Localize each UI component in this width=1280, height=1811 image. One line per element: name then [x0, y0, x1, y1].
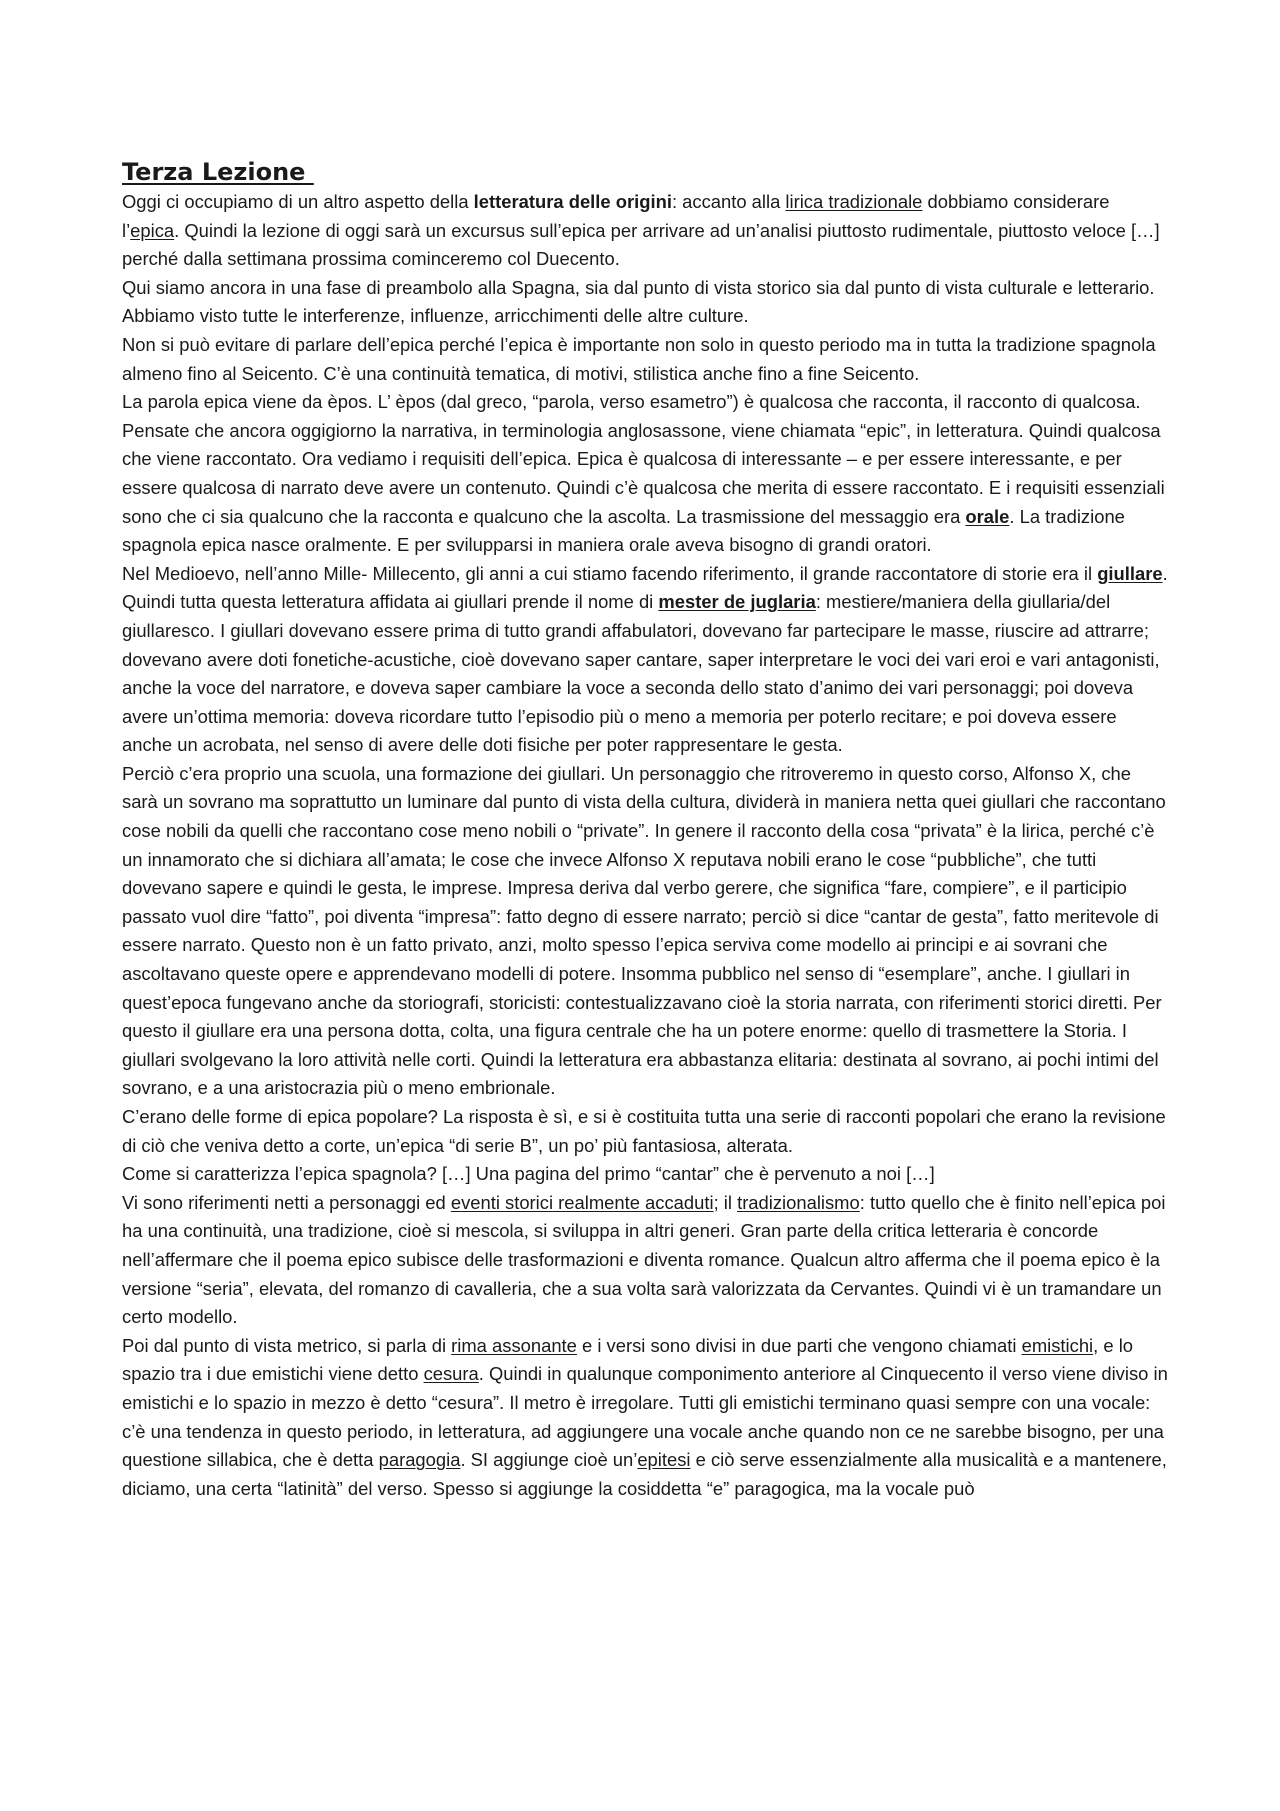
text-run: C’erano delle forme di epica popolare? La risposta è sì, e si è costituita tutta una serie di racconti popolari che erano la revisione di ciò che veniva detto a corte, un’epica “di serie B”, un po’ più fantasiosa, alterata.	[122, 1106, 1166, 1156]
paragraph	[122, 1332, 1170, 1504]
text-run: Perciò c’era proprio una scuola, una formazione dei giullari. Un personaggio che ritroveremo in questo corso, Alfonso X, che sarà un sovrano ma soprattutto un luminare dal punto di vista della cultura, dividerà in maniera netta quei giullari che raccontano cose nobili da quelli che raccontano cose meno nobili o “private”. In genere il racconto della cosa “privata” è la lirica, perché c’è un innamorato che si dichiara all’amata; le cose che invece Alfonso X reputava nobili erano le cose “pubbliche”, che tutti dovevano sapere e quindi le gesta, le imprese. Impresa deriva dal verbo gerere, che significa “fare, compiere”, e il participio passato vuol dire “fatto”, poi diventa “impresa”: fatto degno di essere narrato; perciò si dice “cantar de gesta”, fatto meritevole di essere narrato. Questo non è un fatto privato, anzi, molto spesso l’epica serviva come modello ai principi e ai sovrani che ascoltavano queste opere e apprendevano modelli di potere. Insomma pubblico nel senso di “esemplare”, anche. I giullari in quest’epoca fungevano anche da storiografi, storicisti: contestualizzavano cioè la storia narrata, con riferimenti storici diretti. Per questo il giullare era una persona dotta, colta, una figura centrale che ha un potere enorme: quello di trasmettere la Storia. I giullari svolgevano la loro attività nelle corti. Quindi la letteratura era abbastanza elitaria: destinata al sovrano, ai pochi intimi del sovrano, e a una aristocrazia più o meno embrionale.	[122, 762, 1166, 1099]
emphasized-text: eventi storici realmente accaduti	[450, 1191, 714, 1213]
text-run: . La tradizione spagnola epica nasce oralmente. E per svilupparsi in maniera orale aveva bisogno di grandi oratori.	[122, 505, 1125, 556]
text-run: Oggi ci occupiamo di un altro aspetto della	[122, 191, 474, 212]
emphasized-text: cesura	[423, 1363, 479, 1385]
emphasized-text: orale	[965, 505, 1010, 527]
text-run: e i versi sono divisi in due parti che vengono chiamati	[576, 1334, 1022, 1356]
paragraph	[122, 274, 1170, 331]
paragraph	[122, 388, 1170, 560]
text-run: Come si caratterizza l’epica spagnola? […] Una pagina del primo “cantar” che è pervenuto a noi […]	[122, 1163, 935, 1185]
text-run: : tutto quello che è finito nell’epica poi ha una continuità, una tradizione, cioè si mescola, si sviluppa in altri generi. Gran parte della critica letteraria è concorde nell’affermare che il poema epico subisce delle trasformazioni e diventa romance. Qualcun altro afferma che il poema epico è la versione “seria”, elevata, del romanzo di cavalleria, che a sua volta sarà valorizzata da Cervantes. Quindi vi è un tramandare un certo modello.	[122, 1191, 1166, 1328]
emphasized-text: giullare	[1097, 562, 1163, 584]
emphasized-text: tradizionalismo	[737, 1191, 860, 1213]
text-run: . Quindi tutta questa letteratura affidata ai giullari prende il nome di	[122, 562, 1168, 613]
text-run: Poi dal punto di vista metrico, si parla di	[122, 1334, 452, 1356]
text-run: La parola epica viene da èpos. L’ èpos (dal greco, “parola, verso esametro”) è qualcosa che racconta, il racconto di qualcosa. Pensate che ancora oggigiorno la narrativa, in terminologia anglosassone, viene chiamata “epic”, in letteratura. Quindi qualcosa che viene raccontato. Ora vediamo i requisiti dell’epica. Epica è qualcosa di interessante – e per essere interessante, e per essere qualcosa di narrato deve avere un contenuto. Quindi c’è qualcosa che merita di essere raccontato. E i requisiti essenziali sono che ci sia qualcuno che la racconta e qualcuno che la ascolta. La trasmissione del messaggio era	[122, 391, 1165, 527]
paragraph	[122, 188, 1170, 274]
emphasized-text: emistichi	[1021, 1334, 1094, 1356]
text-run: Vi sono riferimenti netti a personaggi ed	[122, 1191, 451, 1213]
text-run: : accanto alla	[671, 191, 786, 212]
emphasized-text: paragogia	[378, 1449, 461, 1471]
text-run: e ciò serve essenzialmente alla musicalità e a mantenere, diciamo, una certa “latinità” del verso. Spesso si aggiunge la cosiddetta “e” paragogica, ma la vocale può	[122, 1449, 1167, 1499]
emphasized-text: epica	[130, 219, 175, 241]
paragraph	[122, 760, 1170, 1103]
paragraph	[122, 1103, 1170, 1160]
text-run: Qui siamo ancora in una fase di preambolo alla Spagna, sia dal punto di vista storico sia dal punto di vista culturale e letterario. Abbiamo visto tutte le interferenze, influenze, arricchimenti delle altre culture.	[122, 276, 1155, 327]
paragraph	[122, 1189, 1170, 1332]
emphasized-text: rima assonante	[451, 1334, 577, 1356]
text-run: ; il	[713, 1191, 738, 1213]
text-run: . SI aggiunge cioè un’	[460, 1449, 638, 1471]
paragraph	[122, 560, 1170, 760]
emphasized-text: lirica tradizionale	[785, 191, 923, 212]
emphasized-text: mester de juglaria	[658, 591, 816, 613]
text-run: Nel Medioevo, nell’anno Mille- Millecento, gli anni a cui stiamo facendo riferimento, il grande raccontatore di storie era il	[122, 562, 1098, 584]
text-run: dobbiamo considerare l’	[122, 191, 1110, 241]
paragraph	[122, 1160, 1170, 1189]
text-run: . Quindi la lezione di oggi sarà un excursus sull’epica per arrivare ad un’analisi piuttosto rudimentale, piuttosto veloce […] perché dalla settimana prossima cominceremo col Duecento.	[122, 219, 1160, 270]
text-run: . Quindi in qualunque componimento anteriore al Cinquecento il verso viene diviso in emistichi e lo spazio in mezzo è detto “cesura”. Il metro è irregolare. Tutti gli emistichi terminano quasi sempre con una vocale: c’è una tendenza in questo periodo, in letteratura, ad aggiungere una vocale anche quando non ce ne sarebbe bisogno, per una questione sillabica, che è detta	[122, 1363, 1168, 1471]
document-title: Terza Lezione	[122, 158, 314, 186]
paragraph	[122, 331, 1170, 388]
document-body	[122, 156, 1170, 1503]
text-run: : mestiere/maniera della giullaria/del giullaresco. I giullari dovevano essere prima di tutto grandi affabulatori, dovevano far partecipare le masse, riuscire ad attrarre; dovevano avere doti fonetiche-acustiche, cioè dovevano saper cantare, saper interpretare le voci dei vari eroi e vari antagonisti, anche la voce del narratore, e doveva saper cambiare la voce a seconda dello stato d’animo dei vari personaggi; poi doveva avere un’ottima memoria: doveva ricordare tutto l’episodio più o meno a memoria per poterlo recitare; e poi doveva essere anche un acrobata, nel senso di avere delle doti fisiche per poter rappresentare le gesta.	[122, 591, 1160, 756]
emphasized-text: letteratura delle origini	[473, 191, 672, 212]
text-run: , e lo spazio tra i due emistichi viene detto	[122, 1334, 1134, 1385]
text-run: Non si può evitare di parlare dell’epica perché l’epica è importante non solo in questo periodo ma in tutta la tradizione spagnola almeno fino al Seicento. C’è una continuità tematica, di motivi, stilistica anche fino a fine Seicento.	[122, 333, 1156, 384]
emphasized-text: epitesi	[637, 1449, 691, 1471]
